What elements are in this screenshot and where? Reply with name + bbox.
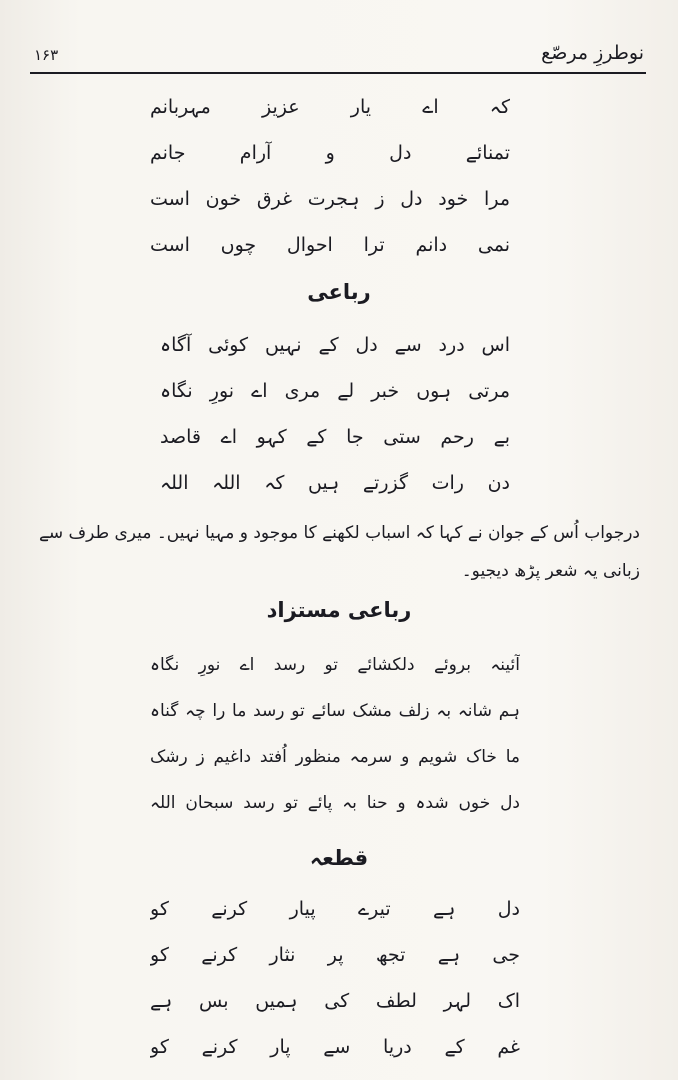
prose-line: درجواب اُس کے جوان نے کہا کہ اسباب لکھنے کا موجود و مہیا نہیں۔ میری طرف سے bbox=[38, 523, 640, 543]
verse-line: غم کے دریا سے پار کرنے کو bbox=[150, 1036, 520, 1058]
rubai-mustazad-heading: رباعی مستزاد bbox=[266, 598, 412, 622]
header-rule bbox=[30, 72, 646, 74]
verse-line: دل ہے تیرے پیار کرنے کو bbox=[150, 898, 520, 920]
rubai-mustazad-verses bbox=[150, 642, 520, 826]
verse-line: نمی دانم ترا احوال چوں است bbox=[150, 234, 510, 256]
running-title: نوطرزِ مرصّع bbox=[541, 42, 644, 64]
verse-line: جی ہے تجھ پر نثار کرنے کو bbox=[150, 944, 520, 966]
verse-line: بے رحم ستی جا کے کہو اے قاصد bbox=[160, 426, 510, 448]
verse-line: ہم شانہ بہ زلف مشک سائے تو رسد ما را چہ گناہ bbox=[150, 701, 520, 721]
prose-line: زبانی یہ شعر پڑھ دیجیو۔ bbox=[461, 561, 640, 581]
verse-line: اس درد سے دل کے نہیں کوئی آگاہ bbox=[160, 334, 510, 356]
verse-line: کہ اے یار عزیز مہربانم bbox=[150, 96, 510, 118]
verse-line: مرا خود دل ز ہجرت غرق خون است bbox=[150, 188, 510, 210]
rubai-verses bbox=[160, 322, 510, 506]
qita-heading: قطعہ bbox=[309, 846, 369, 870]
verse-line: دن رات گزرتے ہیں کہ اللہ اللہ bbox=[160, 472, 510, 494]
page-header bbox=[34, 38, 644, 74]
verse-line: دل خوں شدہ و حنا بہ پائے تو رسد سبحان اللہ bbox=[150, 793, 520, 813]
rubai-heading: رباعی bbox=[307, 280, 371, 304]
poem-verses bbox=[150, 84, 510, 268]
prose-paragraph bbox=[38, 514, 640, 590]
verse-line: مرتی ہوں خبر لے مری اے نورِ نگاہ bbox=[160, 380, 510, 402]
verse-line: تمنائے دل و آرام جانم bbox=[150, 142, 510, 164]
verse-line: آئینہ بروئے دلکشائے تو رسد اے نورِ نگاہ bbox=[150, 655, 520, 675]
verse-line: اک لہر لطف کی ہمیں بس ہے bbox=[150, 990, 520, 1012]
verse-line: ما خاک شویم و سرمہ منظور اُفتد داغیم ز رشک bbox=[150, 747, 520, 767]
page-number: ۱۶۳ bbox=[34, 46, 59, 64]
qita-verses bbox=[150, 886, 520, 1070]
